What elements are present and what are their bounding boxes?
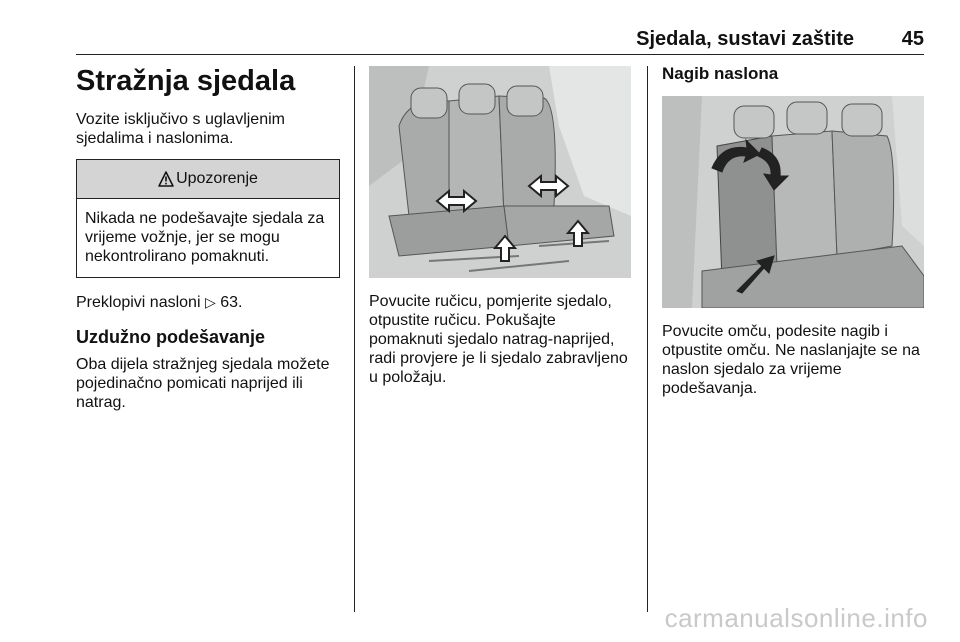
seatback-recline-illustration (662, 96, 924, 308)
page-number: 45 (901, 28, 924, 50)
slide-caption: Povucite ručicu, pomjerite sjedalo, otpustite ručicu. Pokušajte pomaknuti sjedalo natrag-naprijed, radi provjere je li sjedalo zabravljeno u položaju. (369, 293, 628, 386)
section-heading: Stražnja sjedala (76, 65, 296, 97)
warning-box (76, 159, 340, 278)
body-paragraph: Oba dijela stražnjeg sjedala možete pojedinačno pomicati naprijed ili natrag. (76, 356, 330, 411)
intro-paragraph: Vozite isključivo s uglavljenim sjedalima i naslonima. (76, 111, 285, 147)
watermark: carmanualsonline.info (664, 603, 928, 633)
page-reference-icon: ▷ (204, 294, 216, 310)
column-left (76, 62, 340, 412)
fold-reference-text: Preklopivi nasloni (76, 294, 201, 311)
column-right (662, 62, 926, 398)
subheading: Uzdužno podešavanje (76, 327, 266, 347)
rear-seat-slide-illustration (369, 66, 631, 278)
column-divider-2 (647, 66, 648, 612)
warning-title: Upozorenje (176, 170, 258, 187)
fold-reference (76, 293, 340, 312)
column-middle (369, 62, 633, 387)
warning-triangle-icon (158, 171, 174, 187)
page-header (76, 28, 924, 55)
column-divider-1 (354, 66, 355, 612)
fold-reference-page[interactable]: 63. (220, 294, 243, 311)
warning-header (77, 160, 339, 199)
recline-caption: Povucite omču, podesite nagib i otpustite omču. Ne naslanjajte se na naslon sjedalo za vrijeme podešavanja. (662, 323, 920, 397)
warning-text: Nikada ne podešavajte sjedala za vrijeme vožnje, jer se mogu nekontrolirano pomaknuti. (85, 210, 325, 265)
header-title: Sjedala, sustavi zaštite (636, 28, 854, 50)
recline-heading: Nagib naslona (662, 64, 779, 83)
